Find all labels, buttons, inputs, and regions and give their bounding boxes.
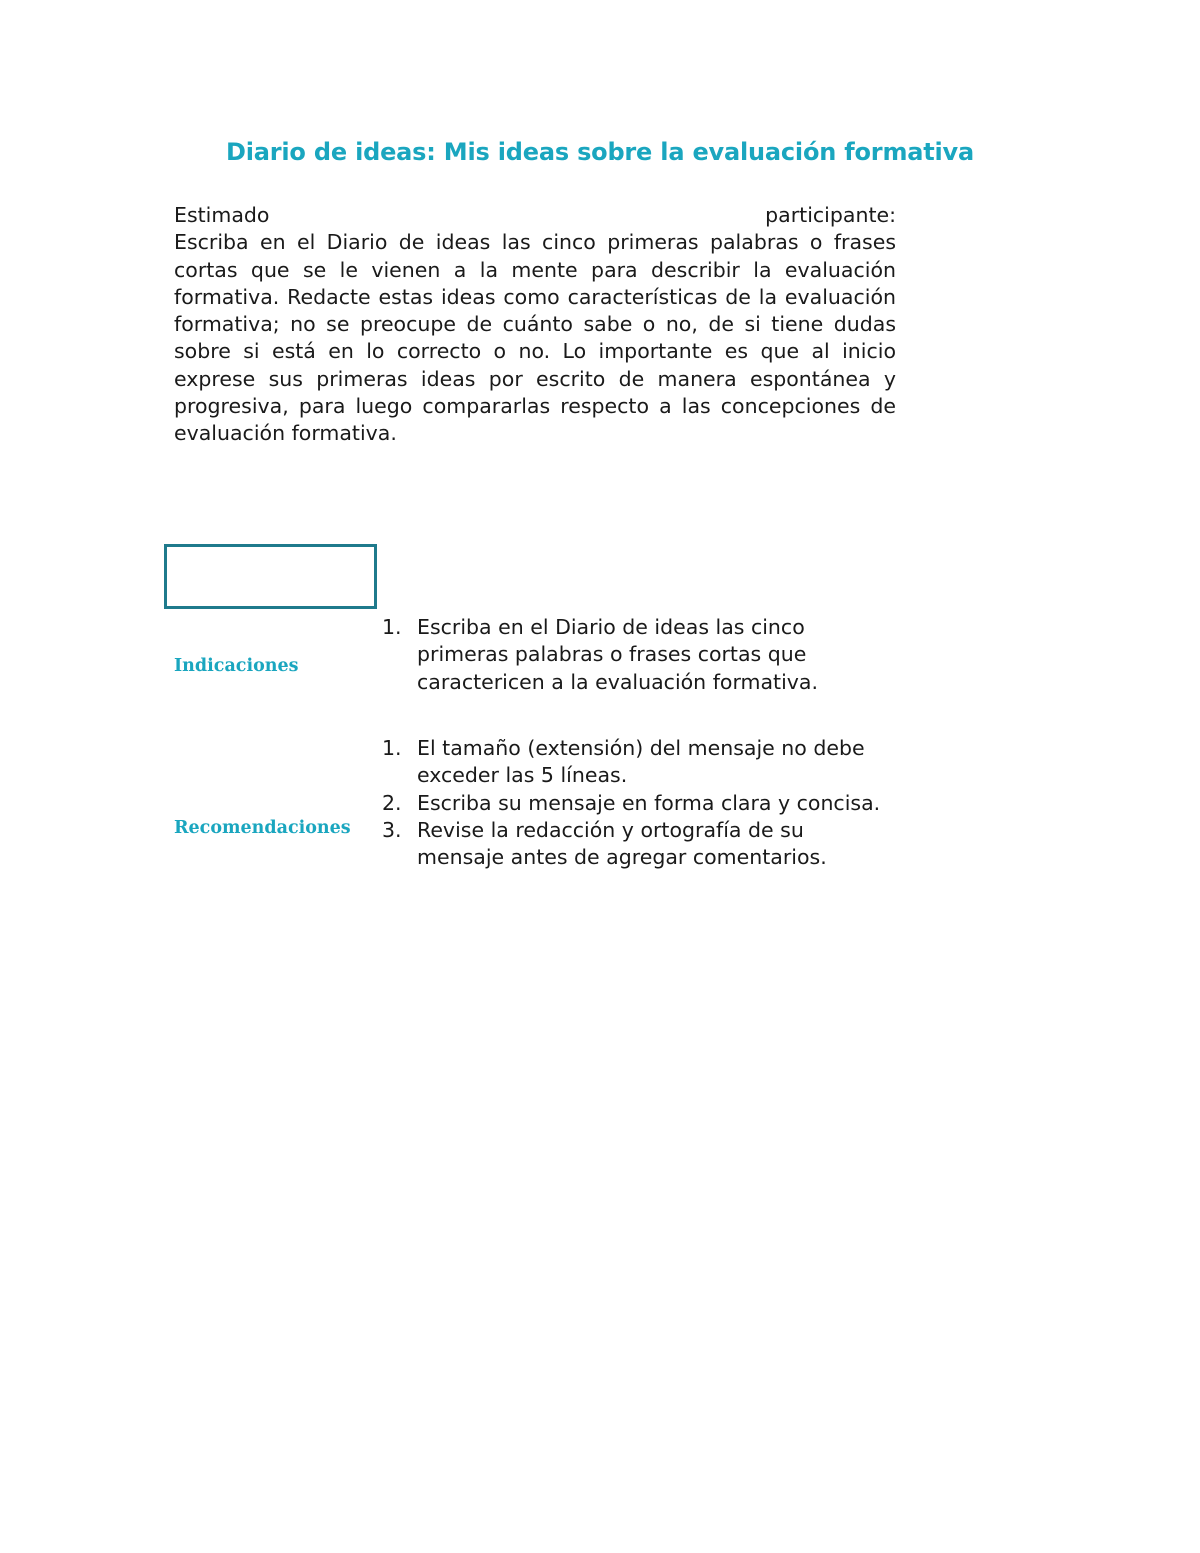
list-item-text: Escriba en el Diario de ideas las cinco primeras palabras o frases cortas que caractericen a la evaluación formativa.	[417, 615, 818, 694]
list-item-number: 1.	[382, 736, 402, 760]
intro-body: Escriba en el Diario de ideas las cinco primeras palabras o frases cortas que se le vienen a la mente para describir la evaluación formativa. Redacte estas ideas como características de la evaluación formativa; no se preocupe de cuánto sabe o no, de si tiene dudas sobre si está en lo correcto o no. Lo importante es que al inicio exprese sus primeras ideas por escrito de manera espontánea y progresiva, para luego compararlas respecto a las concepciones de evaluación formativa.	[174, 230, 896, 446]
intro-paragraph	[174, 202, 896, 448]
list-item-number: 2.	[382, 790, 402, 815]
page-title: Diario de ideas: Mis ideas sobre la evaluación formativa	[226, 138, 974, 166]
list-item	[382, 790, 882, 817]
greeting-left: Estimado	[174, 203, 270, 227]
list-item	[382, 614, 882, 696]
recomendaciones-label: Recomendaciones	[174, 818, 351, 838]
list-item-number: 1.	[382, 615, 402, 639]
list-item-text: Revise la redacción y ortografía de su mensaje antes de agregar comentarios.	[417, 817, 827, 870]
greeting-line	[174, 202, 896, 229]
list-item-number: 3.	[382, 817, 402, 842]
indicaciones-label: Indicaciones	[174, 656, 299, 676]
indicaciones-list	[382, 614, 882, 696]
list-item	[382, 817, 882, 872]
list-item	[382, 735, 882, 790]
list-item-text: El tamaño (extensión) del mensaje no debe exceder las 5 líneas.	[417, 736, 865, 788]
recomendaciones-list	[382, 735, 882, 871]
empty-frame-box	[164, 544, 377, 609]
list-item-text: Escriba su mensaje en forma clara y concisa.	[417, 790, 881, 815]
greeting-right: participante:	[765, 203, 896, 227]
